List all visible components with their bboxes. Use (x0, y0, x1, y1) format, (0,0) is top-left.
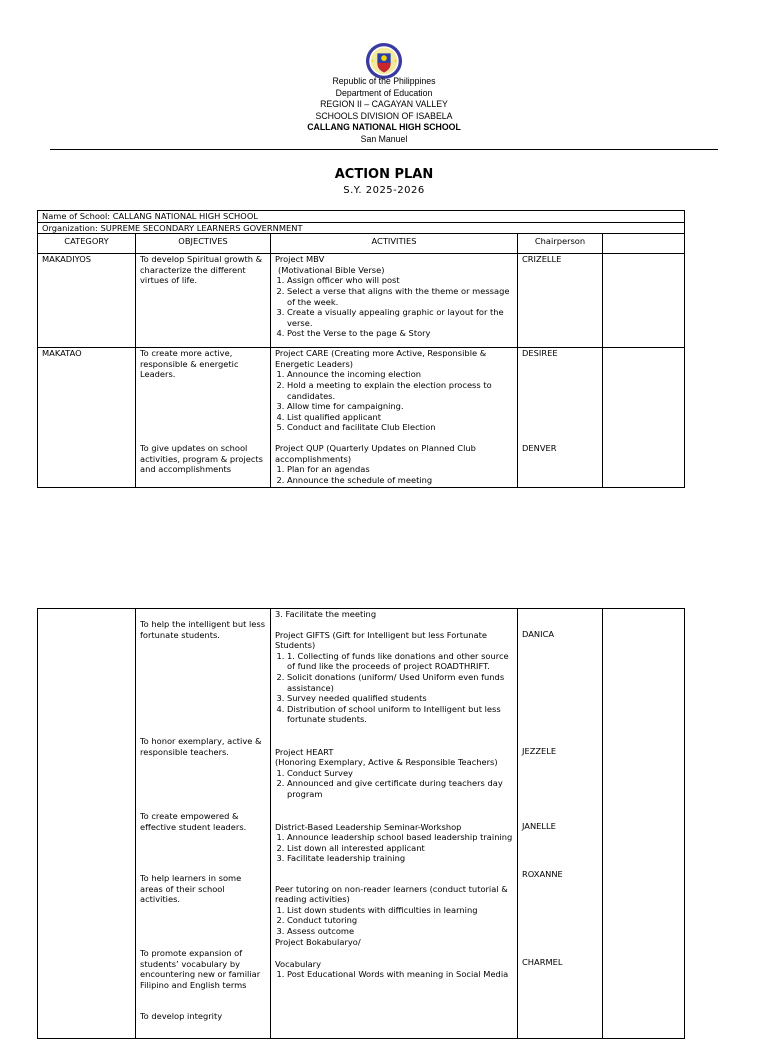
list-item: 1. Announce leadership school based leadership training (287, 832, 513, 843)
chairperson-name: ROXANNE (522, 869, 563, 879)
objective-text: To promote expansion of students’ vocabulary by encountering new or familiar Filipino and English terms (140, 948, 261, 990)
activity-cell (271, 348, 518, 488)
category-cell: MAKADIYOS (38, 254, 136, 348)
activity-title: Project GIFTS (Gift for Intelligent but less Fortunate Students) (275, 629, 487, 651)
objective-text: To honor exemplary, active & responsible teachers. (140, 736, 262, 757)
deped-seal-icon (365, 42, 403, 80)
list-item: 1. Conduct Survey (287, 768, 513, 779)
letterhead-country: Republic of the Philippines (332, 76, 436, 87)
activity-steps (275, 275, 513, 339)
activity-block (275, 959, 513, 980)
list-item: 3. Facilitate leadership training (287, 853, 513, 864)
activity-steps (275, 832, 513, 864)
list-item: 2. List down all interested applicant (287, 843, 513, 854)
list-item: 3. Assess outcome (287, 926, 513, 937)
blank-cell (603, 254, 685, 348)
school-year: S.Y. 2025-2026 (343, 185, 425, 196)
chairperson-name: DENVER (522, 443, 557, 454)
blank-cell (603, 348, 685, 488)
letterhead-department: Department of Education (335, 87, 433, 99)
blank-cell (603, 609, 685, 1039)
activity-steps (275, 768, 513, 800)
objective-text: To help learners in some areas of their school activities. (140, 873, 242, 905)
list-item: 1. 1. Collecting of funds like donations and other source of fund like the proceeds of project ROADTHRIFT. (287, 651, 513, 672)
objective-cell (136, 609, 271, 1039)
activity-block (275, 884, 513, 959)
organization-row: Organization: SUPREME SECONDARY LEARNERS GOVERNMENT (38, 222, 685, 234)
activity-title: Vocabulary (275, 958, 321, 969)
list-item: 4. List qualified applicant (287, 412, 513, 423)
objective-text: To create empowered & effective student leaders. (140, 811, 247, 832)
list-item: 1. Assign officer who will post (287, 275, 513, 286)
header-blank (603, 234, 685, 254)
list-item: 1. Plan for an agendas (287, 464, 513, 475)
list-item: 1. List down students with difficulties in learning (287, 905, 513, 916)
chairperson-name: CHARMEL (522, 957, 563, 967)
activity-subtitle: (Honoring Exemplary, Active & Responsible Teachers) (275, 757, 498, 768)
list-item: 2. Select a verse that aligns with the theme or message of the week. (287, 286, 513, 307)
category-cell: MAKATAO (38, 348, 136, 488)
list-item: 2. Solicit donations (uniform/ Used Uniform even funds assistance) (287, 672, 513, 693)
letterhead (31, 76, 738, 146)
chairperson-name: JEZZELE (522, 746, 557, 756)
activity-subtitle: (Motivational Bible Verse) (278, 264, 385, 275)
activity-steps (275, 905, 513, 937)
activity-title: District-Based Leadership Seminar-Workshop (275, 821, 462, 832)
activity-steps (275, 969, 513, 980)
list-item: 2. Announce the schedule of meeting (287, 475, 513, 486)
list-item: 2. Announced and give certificate during teachers day program (287, 778, 513, 799)
activity-steps (275, 464, 513, 485)
table-row (38, 254, 685, 348)
list-item: 2. Conduct tutoring (287, 915, 513, 926)
activity-steps (275, 651, 513, 725)
list-item: 1. Announce the incoming election (287, 369, 513, 380)
objective-cell (136, 348, 271, 488)
chairperson-cell (518, 348, 603, 488)
chairperson-cell (518, 609, 603, 1039)
chairperson-cell: CRIZELLE (518, 254, 603, 348)
chairperson-name: JANELLE (522, 821, 556, 831)
objective-text: To give updates on school activities, program & projects and accomplishments (140, 443, 263, 475)
page-title: ACTION PLAN (334, 167, 434, 182)
header-activities: ACTIVITIES (271, 234, 518, 254)
activity-title: Project QUP (Quarterly Updates on Planned Club accomplishments) (275, 442, 476, 464)
activity-cell (271, 609, 518, 1039)
letterhead-town: San Manuel (360, 133, 408, 145)
chairperson-name: DANICA (522, 629, 555, 639)
activity-cell (271, 254, 518, 348)
category-cell (38, 609, 136, 1039)
list-item: 3. Survey needed qualified students (287, 693, 513, 704)
activity-title: Project CARE (Creating more Active, Responsible & Energetic Leaders) (275, 348, 487, 369)
list-item: 4. Distribution of school uniform to Intelligent but less fortunate students. (287, 704, 513, 725)
objective-text: To develop integrity (140, 1011, 223, 1021)
chairperson-name: DESIREE (522, 348, 558, 359)
school-name-row: Name of School: CALLANG NATIONAL HIGH SCHOOL (38, 211, 685, 223)
activity-title: Project HEART (275, 746, 334, 757)
list-item: 1. Post Educational Words with meaning in Social Media (287, 969, 513, 980)
action-plan-table-2 (37, 608, 685, 1039)
list-item: 2. Hold a meeting to explain the election process to candidates. (287, 380, 513, 401)
header-chairperson: Chairperson (518, 234, 603, 254)
activity-steps (275, 369, 513, 433)
activity-title: Project MBV (275, 254, 325, 265)
objective-cell: To develop Spiritual growth & characterize the different virtues of life. (136, 254, 271, 348)
activity-carry-item: 3. Facilitate the meeting (275, 609, 377, 619)
header-divider (50, 149, 718, 150)
list-item: 5. Conduct and facilitate Club Election (287, 422, 513, 433)
list-item: 3. Allow time for campaigning. (287, 401, 513, 412)
activity-tail: Project Bokabularyo/ (275, 936, 361, 947)
activity-block (275, 747, 513, 822)
list-item: 4. Post the Verse to the page & Story (287, 328, 513, 339)
table-row (38, 609, 685, 1039)
header-category: CATEGORY (38, 234, 136, 254)
objective-text: To create more active, responsible & energetic Leaders. (140, 348, 239, 380)
list-item: 3. Create a visually appealing graphic or layout for the verse. (287, 307, 513, 328)
letterhead-school: CALLANG NATIONAL HIGH SCHOOL (307, 122, 461, 134)
objective-text: To help the intelligent but less fortunate students. (140, 619, 266, 640)
table-header-row (38, 234, 685, 254)
activity-title: Peer tutoring on non-reader learners (conduct tutorial & reading activities) (275, 883, 508, 905)
header-objectives: OBJECTIVES (136, 234, 271, 254)
letterhead-region: REGION II – CAGAYAN VALLEY (320, 99, 448, 111)
activity-block (275, 822, 513, 884)
action-plan-table-1 (37, 210, 685, 488)
activity-block (275, 630, 513, 747)
table-row (38, 348, 685, 488)
letterhead-division: SCHOOLS DIVISION OF ISABELA (315, 110, 453, 122)
